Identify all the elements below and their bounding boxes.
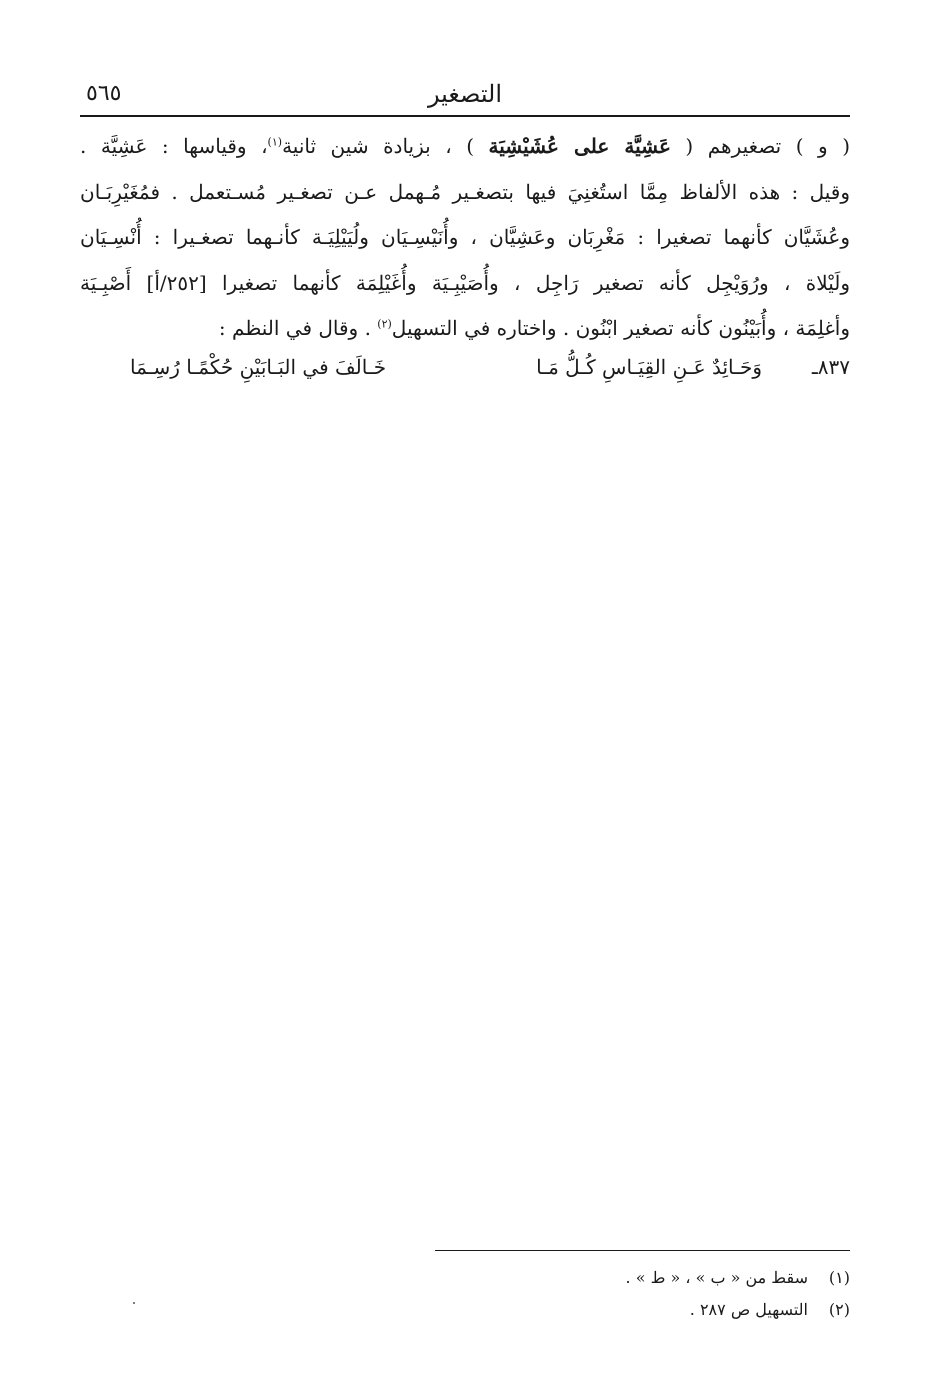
footnote-text: سقط من « ب » ، « ط » . (625, 1268, 808, 1287)
body-text (80, 124, 850, 352)
text-run: وأغلِمَة ، وأُبَيْنُون كأنه تصغير ابْنُون . واختاره في التسهيل (391, 316, 850, 340)
bold-term: عَشِيَّة على عُشَيْشِيَة (488, 134, 671, 158)
footnote-rule (435, 1250, 850, 1251)
text-run: . وقال في النظم : (218, 316, 378, 340)
body-line-3: وعُشَيَّان كأنهما تصغيرا : مَغْرِبَان وعَشِيَّان ، وأُنَيْسِـيَان ولُيَيْلِيَـة كأنـهما تصغـيرا : أُنْسِـيَان (80, 225, 850, 249)
body-line-4: ولَيْلاة ، ورُوَيْجِل كأنه تصغير رَاجِل ، وأُصَيْبِـيَة وأُغَيْلِمَة كأنهما تصغيرا [٢٥٢/أ] أَصْبِـيَة (80, 270, 850, 295)
page-number: ٥٦٥ (86, 81, 122, 106)
footnote-1 (435, 1262, 850, 1294)
text-run: ، وقياسها : عَشِيَّة . (80, 134, 268, 158)
text-run: ( و ) تصغيرهم ( (670, 134, 850, 158)
footnote-number: (١) (828, 1268, 850, 1287)
running-head (80, 78, 850, 114)
footnote-number: (٢) (828, 1300, 850, 1319)
text-run: ) ، بزيادة شين ثانية (282, 134, 489, 158)
verse-second-hemistich: خَـالَفَ في البَـابَيْنِ حُكْمًـا رُسِـمَا (130, 355, 387, 379)
footnote-2 (435, 1294, 850, 1326)
footnote-ref-1: (١) (267, 135, 283, 149)
chapter-title: التصغير (427, 80, 503, 108)
footnotes (435, 1262, 850, 1326)
body-line-2: وقيل : هذه الألفاظ مِمَّا استُغنِيَ فيها بتصغـير مُـهمل عـن تصغـير مُسـتعمل . فمُغَيْرِبَـان (80, 179, 850, 204)
scan-speck (133, 1302, 135, 1304)
body-line-5 (80, 306, 850, 352)
footnote-ref-2: (٢) (377, 317, 392, 331)
header-rule (80, 115, 850, 117)
body-line-1 (80, 124, 850, 170)
verse-number: ٨٣٧ـ (811, 355, 850, 379)
verse-first-hemistich: وَحَـائِدٌ عَـنِ القِيَـاسِ كُـلُّ مَـا (536, 355, 762, 379)
verse-line (130, 347, 850, 387)
footnote-text: التسهيل ص ٢٨٧ . (689, 1300, 808, 1319)
